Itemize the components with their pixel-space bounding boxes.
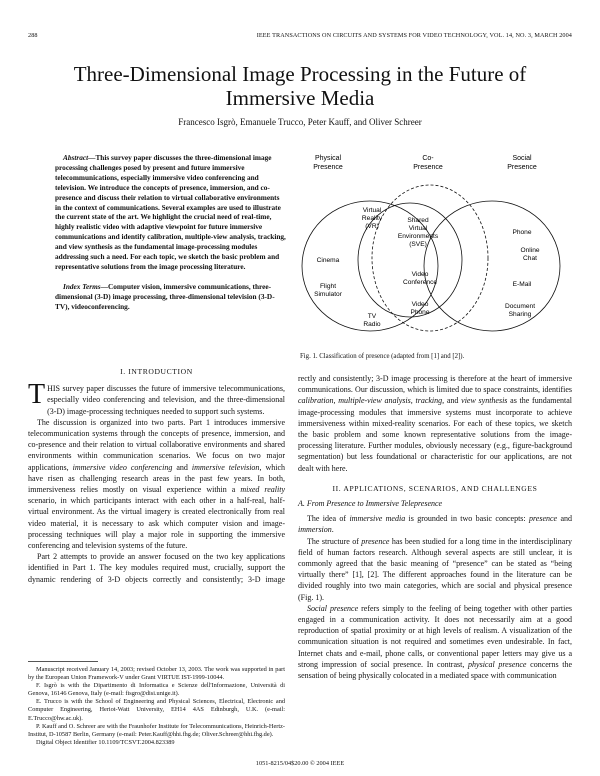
figure-label-phone [512,229,531,236]
social-presence-circle [424,201,560,331]
section2-paragraph-2: The structure of presence has been studied for a long time in the interdisciplinary field of human factors research. Although several aspects are still unclear, it is commonly agreed that the basic meaning of “presence” can be stated as “being virtually there” [1], [2]. The different approaches found in the literature can be divided roughly into two main categories, which are social and physical presence (Fig. 1). [298,536,572,602]
figure-label-line: Virtual [408,225,428,232]
figure-label-doc [505,303,535,318]
co-presence-header [413,155,443,171]
intro-p1-text: HIS survey paper discusses the future of immersive telecommunications, especially video conferencing and television, and the three-dimensional (3-D) image-processing techniques needed to support such systems. [47,384,285,416]
figure-label-line: Document [504,303,536,310]
figure-label-line: Phone [410,309,430,316]
journal-header: IEEE TRANSACTIONS ON CIRCUITS AND SYSTEMS FOR VIDEO TECHNOLOGY, VOL. 14, NO. 3, MARCH 2004 [256,32,572,39]
index-terms-label: Index Terms [63,281,101,291]
figure-label-line: Conference [402,279,438,286]
physical-presence-line: Physical [314,155,342,162]
figure-label-flight [314,283,343,298]
intro-p3-continued: rectly and consistently; 3-D image processing is therefore at the heart of immersive communications. Our discussion, which is limited due to space constraints, identifies calibration, multiple-view analysis, tracking, and view synthesis as the fundamental image-processing modules that immersive systems must incorporate to achieve immersiveness within mixed-reality scenarios. For each of these topics, we sketch the basic problem and some known representative solutions from the image-processing literature. Further modules, obviously necessary (e.g., figure-background segmentation) but less foundational or characteristic for our applications, are not dealt with here. [298,374,573,473]
figure-label-line: Sharing [508,311,532,318]
intro-paragraph-1 [28,379,285,417]
intro-paragraph-3: Part 2 attempts to provide an answer focused on the two key applications identified in Part 1. The key modules required must, crucially, support the dynamic rendering of 3-D objects correctly and consistently; 3-D image [28,552,285,584]
figure-label-line: (VR) [365,223,379,230]
figure-caption: Fig. 1. Classification of presence (adapted from [1] and [2]). [300,353,465,360]
abstract [55,153,287,272]
figure-label-line: Environments [397,233,439,240]
social-presence-line: Presence [507,164,537,171]
figure-label-email [513,281,532,288]
footnote-trucco: E. Trucco is with the School of Engineering and Physical Sciences, Electrical, Electronic and Computer Engineering, Heriot-Watt University, EH14 4AS Edinburgh, U.K. (e-mail: E.Trucco@hw.ac.uk). [28,698,285,722]
figure-label-video-conf [403,271,437,286]
figure-label-line: Reality [361,215,383,222]
figure-label-shared [398,217,439,248]
section-2-heading: II. APPLICATIONS, SCENARIOS, AND CHALLENGES [332,483,538,493]
figure-label-line: (SVE) [409,241,427,248]
figure-label-video-phone [410,301,429,316]
figure-label-line: Video [411,301,429,308]
intro-paragraph-2: The discussion is organized into two parts. Part 1 introduces immersive telecommunication systems through the concepts of presence, immersion, and co-presence and their relation to virtual collaborative environments and shared environments within communication scenarios. We focus on two major applications, immersive video conferencing and immersive television, which have risen as challenging research areas in the past few years. In both, immersiveness relies mostly on visual experience within a mixed reality scenario, in which participants interact with each other in a half-real, half-virtual environment. As the virtual imagery is created electronically from real video material, it is necessary to ask which computer vision and image-processing techniques will play a major role in supporting the immersive conferencing and television systems of the future. [28,417,286,551]
footnote-doi: Digital Object Identifier 10.1109/TCSVT.2004.823389 [36,738,175,746]
section-1-heading: I. INTRODUCTION [120,367,193,376]
figure-label-line: Cinema [316,257,340,264]
figure-label-line: E-Mail [512,281,532,288]
footnotes [28,666,285,747]
section2-paragraph-1: The idea of immersive media is grounded in two basic concepts: presence and immersion. [298,514,572,535]
physical-presence-header [313,155,343,171]
drop-cap: T [28,379,46,411]
figure-label-line: Online [520,247,540,254]
authors: Francesco Isgrò, Emanuele Trucco, Peter Kauff, and Oliver Schreer [178,117,422,127]
figure-label-line: Phone [512,229,532,236]
paper-title: Three-Dimensional Image Processing in the Future of Immersive Media [73,62,527,110]
figure-label-vr [362,207,383,230]
copyright-footer: 1051-8215/04$20.00 © 2004 IEEE [255,760,345,767]
figure-label-line: TV [367,313,377,320]
figure-label-line: Simulator [314,291,342,298]
abstract-label: Abstract [63,153,89,162]
figure-label-cinema [317,257,340,264]
social-presence-header [507,155,537,171]
figure-label-line: Flight [319,283,337,290]
figure-label-online [520,247,539,262]
footnote-received: Manuscript received January 14, 2003; revised October 13, 2003. The work was supported in part by the European Union Framework-V under Grant VIRTUE IST-1999-10044. [28,666,285,682]
abstract-block [55,153,287,312]
index-terms-text: —Computer vision, immersive communications, three-dimensional (3-D) image processing, three-dimensional television (3-D-TV), videoconferencing. [55,281,275,311]
figure-label-line: Shared [407,217,429,224]
figure-label-line: Chat [523,255,537,262]
right-column [298,373,572,681]
abstract-text: —This survey paper discusses the three-dimensional image processing challenges posed by present and future immersive telecommunications, especially immersive video conferencing and television. We introduce the concepts of presence, immersion, and co-presence and discuss their relation to virtual collaborative environments in the context of communications. Several examples are used to illustrate the current state of the art. We highlight the crucial need of real-time, highly realistic video with adaptive viewpoint for future immersive communications and identify calibration, multiple-view analysis, tracking, and view synthesis as the fundamental image-processing modules addressing such a need. For each topic, we sketch the basic problem and representative solutions from the image processing literature. [55,153,286,271]
social-presence-line: Social [512,155,532,162]
physical-presence-line: Presence [313,164,343,171]
footnote-isgro: F. Isgrò is with the Dipartimento di Informatica e Scienze dell'Informazione, Università di Genova, 16146 Genova, Italy (e-mail: fisgro@disi.unige.it). [28,682,285,698]
presence-classification-figure [300,150,562,340]
index-terms [55,282,287,312]
figure-label-line: Virtual [362,207,382,214]
fig-labels [314,207,540,328]
subsection-a-heading: A. From Presence to Immersive Telepresence [298,499,443,509]
left-column [28,366,285,585]
section2-paragraph-3: Social presence refers simply to the feeling of being together with other parties engaged in a communication activity. It does not necessarily aim at a good reproduction of spatial proximity or at high levels of realism. A visualization of the communication situation is not required and sometimes even undesirable. In fact, Internet chats and e-mail, phone calls, or conventional paper letters may give us a strong impression of social presence. In contrast, physical presence concerns the sensation of being physically colocated in a mediated space with communication [298,603,573,681]
co-presence-line: Co- [422,155,434,162]
co-presence-line: Presence [413,164,443,171]
footnote-kauff-schreer: P. Kauff and O. Schreer are with the Fraunhofer Institute for Telecommunications, Heinrich-Hertz-Institut, D-10587 Berlin, Germany (e-mail: Peter.Kauff@hhi.fhg.de; Oliver.Schreer@hhi.fhg.de). [28,722,285,738]
figure-label-line: Video [411,271,429,278]
footnote-rule [28,661,98,662]
figure-label-tv [363,313,381,328]
figure-label-line: Radio [363,321,381,328]
page-number: 288 [28,32,38,39]
